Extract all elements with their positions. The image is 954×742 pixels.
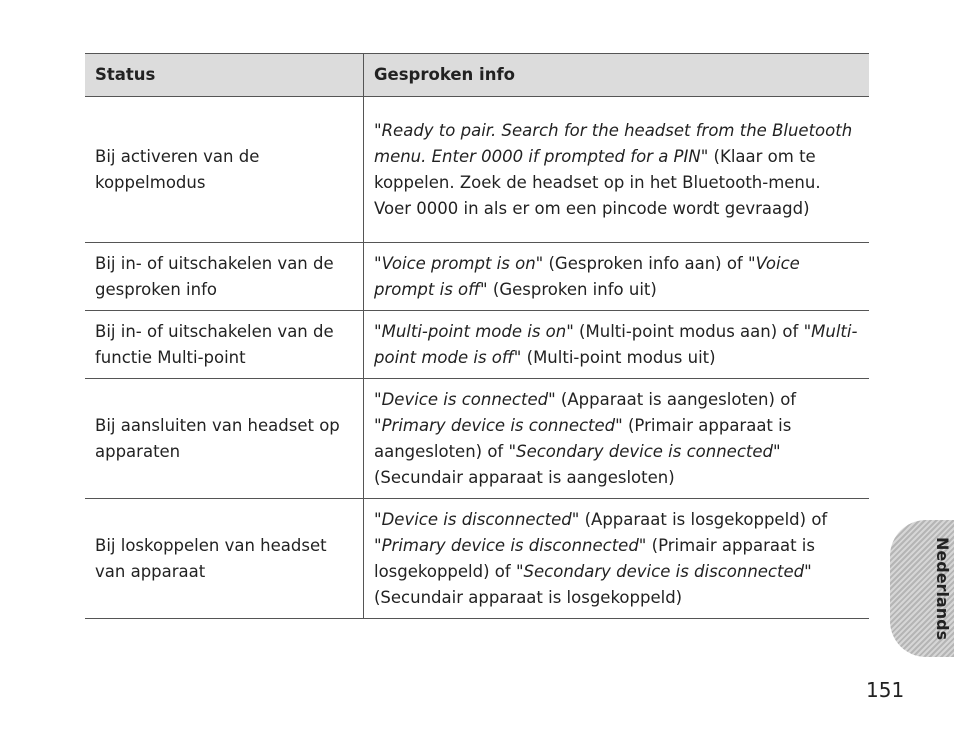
dutch-translation-text: (Apparaat is losgekoppeld) of bbox=[579, 509, 828, 529]
spoken-info-column-header: Gesproken info bbox=[364, 54, 870, 97]
spoken-info-cell bbox=[364, 379, 870, 499]
dutch-translation-text: (Multi-point modus uit) bbox=[521, 347, 716, 367]
english-prompt-text: "Device is disconnected" bbox=[374, 509, 580, 529]
table-row bbox=[85, 97, 869, 243]
table-header-row bbox=[85, 54, 869, 97]
spoken-info-cell bbox=[364, 243, 870, 311]
status-column-header: Status bbox=[85, 54, 364, 97]
dutch-translation-text: (Secundair apparaat is losgekoppeld) bbox=[374, 587, 683, 607]
table-row bbox=[85, 379, 869, 499]
english-prompt-text: "Multi-point mode is off" bbox=[374, 321, 858, 367]
dutch-translation-text: (Multi-point modus aan) of bbox=[573, 321, 804, 341]
dutch-translation-text: (Primair apparaat is losgekoppeld) of bbox=[374, 535, 815, 581]
status-cell: Bij in- of uitschakelen van de functie Multi-point bbox=[85, 311, 364, 379]
spoken-info-cell bbox=[364, 499, 870, 619]
english-prompt-text: "Device is connected" bbox=[374, 389, 556, 409]
status-cell: Bij in- of uitschakelen van de gesproken info bbox=[85, 243, 364, 311]
english-prompt-text: "Primary device is disconnected" bbox=[374, 535, 647, 555]
dutch-translation-text: (Secundair apparaat is aangesloten) bbox=[374, 467, 675, 487]
table-row bbox=[85, 311, 869, 379]
page-number: 151 bbox=[866, 678, 905, 702]
language-tab-label: Nederlands bbox=[933, 537, 952, 641]
table-row bbox=[85, 243, 869, 311]
status-cell: Bij loskoppelen van headset van apparaat bbox=[85, 499, 364, 619]
english-prompt-text: "Voice prompt is off" bbox=[374, 253, 800, 299]
dutch-translation-text: (Apparaat is aangesloten) of bbox=[555, 389, 797, 409]
spoken-info-cell bbox=[364, 311, 870, 379]
dutch-translation-text: (Klaar om te koppelen. Zoek de headset op in het Bluetooth-menu. Voer 0000 in als er om een pincode wordt gevraagd) bbox=[374, 146, 821, 218]
english-prompt-text: "Voice prompt is on" bbox=[374, 253, 544, 273]
status-cell: Bij activeren van de koppelmodus bbox=[85, 97, 364, 243]
english-prompt-text: "Secondary device is connected" bbox=[508, 441, 781, 461]
english-prompt-text: "Ready to pair. Search for the headset from the Bluetooth menu. Enter 0000 if prompted for a PIN" bbox=[374, 120, 853, 166]
dutch-translation-text: (Gesproken info aan) of bbox=[543, 253, 748, 273]
spoken-info-cell bbox=[364, 97, 870, 243]
voice-prompt-table bbox=[85, 53, 869, 619]
english-prompt-text: "Multi-point mode is on" bbox=[374, 321, 574, 341]
english-prompt-text: "Primary device is connected" bbox=[374, 415, 623, 435]
status-cell: Bij aansluiten van headset op apparaten bbox=[85, 379, 364, 499]
dutch-translation-text: (Primair apparaat is aangesloten) of bbox=[374, 415, 792, 461]
language-side-tab bbox=[890, 520, 954, 657]
table-row bbox=[85, 499, 869, 619]
dutch-translation-text: (Gesproken info uit) bbox=[487, 279, 657, 299]
english-prompt-text: "Secondary device is disconnected" bbox=[515, 561, 812, 581]
